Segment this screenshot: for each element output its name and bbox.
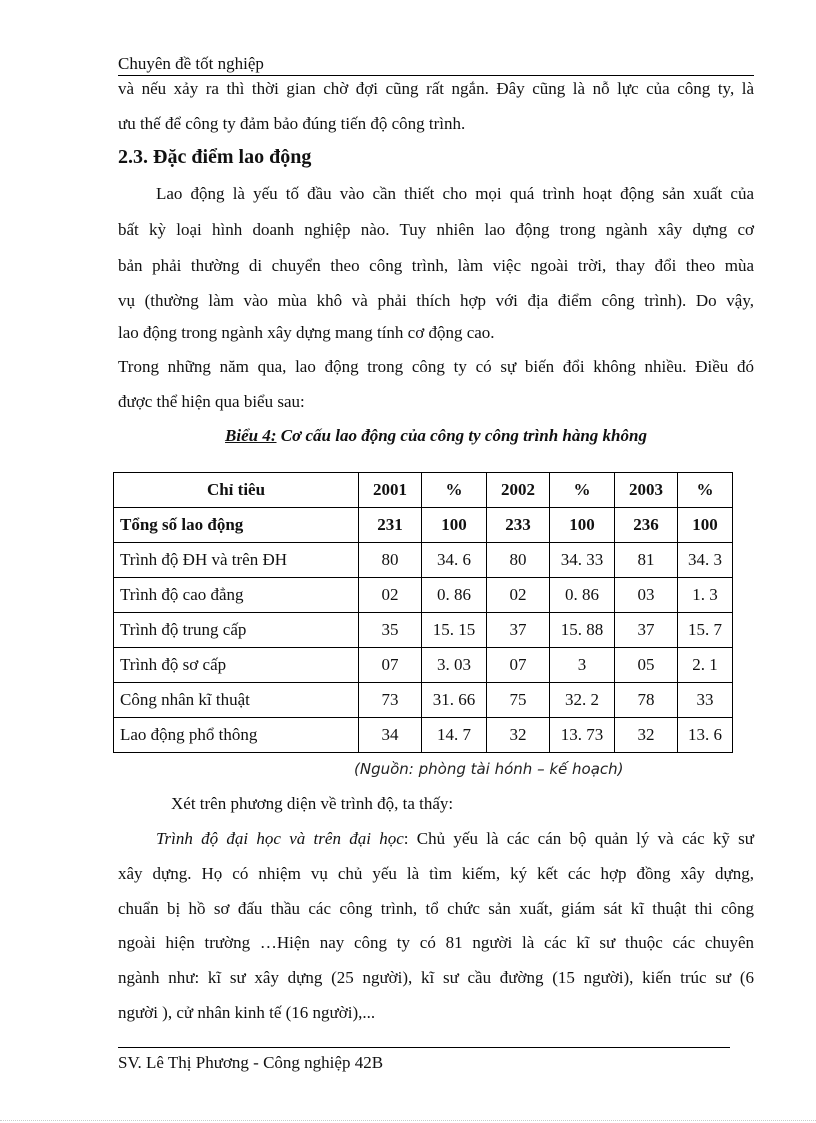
table-cell: 32. 2 [550, 683, 615, 718]
table-cell: 32 [615, 718, 678, 753]
row-label: Trình độ ĐH và trên ĐH [114, 543, 359, 578]
table-caption-text: Cơ cấu lao động của công ty công trình hàng không [276, 426, 647, 445]
table-cell: 34 [359, 718, 422, 753]
para4-line-4: ngoài hiện trường …Hiện nay công ty có 81 người là các kĩ sư thuộc các chuyên [118, 933, 754, 952]
table-cell: 37 [487, 613, 550, 648]
header-cell: % [422, 473, 487, 508]
para2-line-1: Trong những năm qua, lao động trong công ty có sự biến đổi không nhiều. Điều đó [118, 357, 754, 376]
table-cell: 1. 3 [678, 578, 733, 613]
page-footer: SV. Lê Thị Phương - Công nghiệp 42B [118, 1053, 384, 1072]
row-label: Công nhân kĩ thuật [114, 683, 359, 718]
para4-line-3: chuẩn bị hồ sơ đấu thầu các công trình, tổ chức sản xuất, giám sát kĩ thuật thi công [118, 899, 754, 918]
intro-line-1: và nếu xảy ra thì thời gian chờ đợi cũng rất ngắn. Đây cũng là nỗ lực của công ty, là [118, 79, 754, 98]
table-cell: 100 [550, 508, 615, 543]
table-cell: 37 [615, 613, 678, 648]
footer-divider [118, 1047, 730, 1048]
table-cell: 13. 73 [550, 718, 615, 753]
page-edge [0, 1120, 816, 1121]
table-row [114, 683, 733, 718]
section-heading: 2.3. Đặc điểm lao động [118, 146, 312, 168]
table-cell: 80 [487, 543, 550, 578]
table-cell: 34. 6 [422, 543, 487, 578]
table-row [114, 648, 733, 683]
table-row [114, 508, 733, 543]
para1-line-1: Lao động là yếu tố đầu vào cần thiết cho mọi quá trình hoạt động sản xuất của [156, 184, 754, 203]
table-cell: 80 [359, 543, 422, 578]
table-cell: 81 [615, 543, 678, 578]
table-row [114, 543, 733, 578]
table-cell: 05 [615, 648, 678, 683]
row-label: Trình độ cao đẳng [114, 578, 359, 613]
para1-line-3: bản phải thường di chuyển theo công trình, làm việc ngoài trời, thay đổi theo mùa [118, 256, 754, 275]
header-cell: 2001 [359, 473, 422, 508]
table-cell: 3 [550, 648, 615, 683]
header-cell: % [550, 473, 615, 508]
para1-line-5: lao động trong ngành xây dựng mang tính cơ động cao. [118, 323, 495, 342]
table-cell: 34. 3 [678, 543, 733, 578]
para3: Xét trên phương diện về trình độ, ta thấy: [171, 794, 454, 813]
table-cell: 236 [615, 508, 678, 543]
page-header: Chuyên đề tốt nghiệp [118, 54, 264, 73]
table-row [114, 578, 733, 613]
table-cell: 15. 7 [678, 613, 733, 648]
table-cell: 07 [487, 648, 550, 683]
table-cell: 0. 86 [550, 578, 615, 613]
para4-line-1 [118, 829, 754, 849]
table-cell: 100 [678, 508, 733, 543]
para1-line-2: bất kỳ loại hình doanh nghiệp nào. Tuy nhiên lao động trong ngành xây dựng cơ [118, 220, 754, 239]
table-cell: 13. 6 [678, 718, 733, 753]
header-cell: Chỉ tiêu [114, 473, 359, 508]
row-label: Trình độ trung cấp [114, 613, 359, 648]
para4-line-2: xây dựng. Họ có nhiệm vụ chủ yếu là tìm kiếm, ký kết các hợp đồng xây dựng, [118, 864, 754, 883]
table-cell: 14. 7 [422, 718, 487, 753]
row-label: Tổng số lao động [114, 508, 359, 543]
table-cell: 33 [678, 683, 733, 718]
intro-line-2: ưu thế để công ty đảm bảo đúng tiến độ công trình. [118, 114, 466, 133]
table-cell: 07 [359, 648, 422, 683]
table-header-row [114, 473, 733, 508]
table-cell: 35 [359, 613, 422, 648]
table-cell: 100 [422, 508, 487, 543]
table-cell: 02 [359, 578, 422, 613]
table-cell: 2. 1 [678, 648, 733, 683]
row-label: Lao động phổ thông [114, 718, 359, 753]
header-cell: 2002 [487, 473, 550, 508]
table-cell: 32 [487, 718, 550, 753]
table-cell: 75 [487, 683, 550, 718]
table-cell: 15. 88 [550, 613, 615, 648]
table-caption [118, 426, 754, 446]
table-cell: 233 [487, 508, 550, 543]
para1-line-4: vụ (thường làm vào mùa khô và phải thích hợp với địa điểm công trình). Do vậy, [118, 291, 754, 310]
table-row [114, 718, 733, 753]
table-cell: 03 [615, 578, 678, 613]
para4-italic-lead: Trình độ đại học và trên đại học [156, 829, 404, 848]
para2-line-2: được thể hiện qua biểu sau: [118, 392, 305, 411]
header-cell: % [678, 473, 733, 508]
table-row [114, 613, 733, 648]
table-source-note: (Nguồn: phòng tài hónh – kế hoạch) [354, 760, 624, 778]
table-cell: 231 [359, 508, 422, 543]
labor-structure-table [113, 472, 733, 753]
para4-line-6: người ), cử nhân kinh tế (16 người),... [118, 1003, 376, 1022]
table-cell: 73 [359, 683, 422, 718]
table-cell: 34. 33 [550, 543, 615, 578]
para4-line-1-rest: : Chủ yếu là các cán bộ quản lý và các kỹ sư [403, 829, 754, 848]
table-cell: 31. 66 [422, 683, 487, 718]
table-cell: 02 [487, 578, 550, 613]
header-cell: 2003 [615, 473, 678, 508]
table-cell: 3. 03 [422, 648, 487, 683]
table-caption-label: Biểu 4: [225, 426, 277, 445]
row-label: Trình độ sơ cấp [114, 648, 359, 683]
para4-line-5: ngành như: kĩ sư xây dựng (25 người), kĩ sư cầu đường (15 người), kiến trúc sư (6 [118, 968, 754, 987]
header-divider [118, 75, 754, 76]
table-cell: 0. 86 [422, 578, 487, 613]
table-cell: 78 [615, 683, 678, 718]
table-cell: 15. 15 [422, 613, 487, 648]
